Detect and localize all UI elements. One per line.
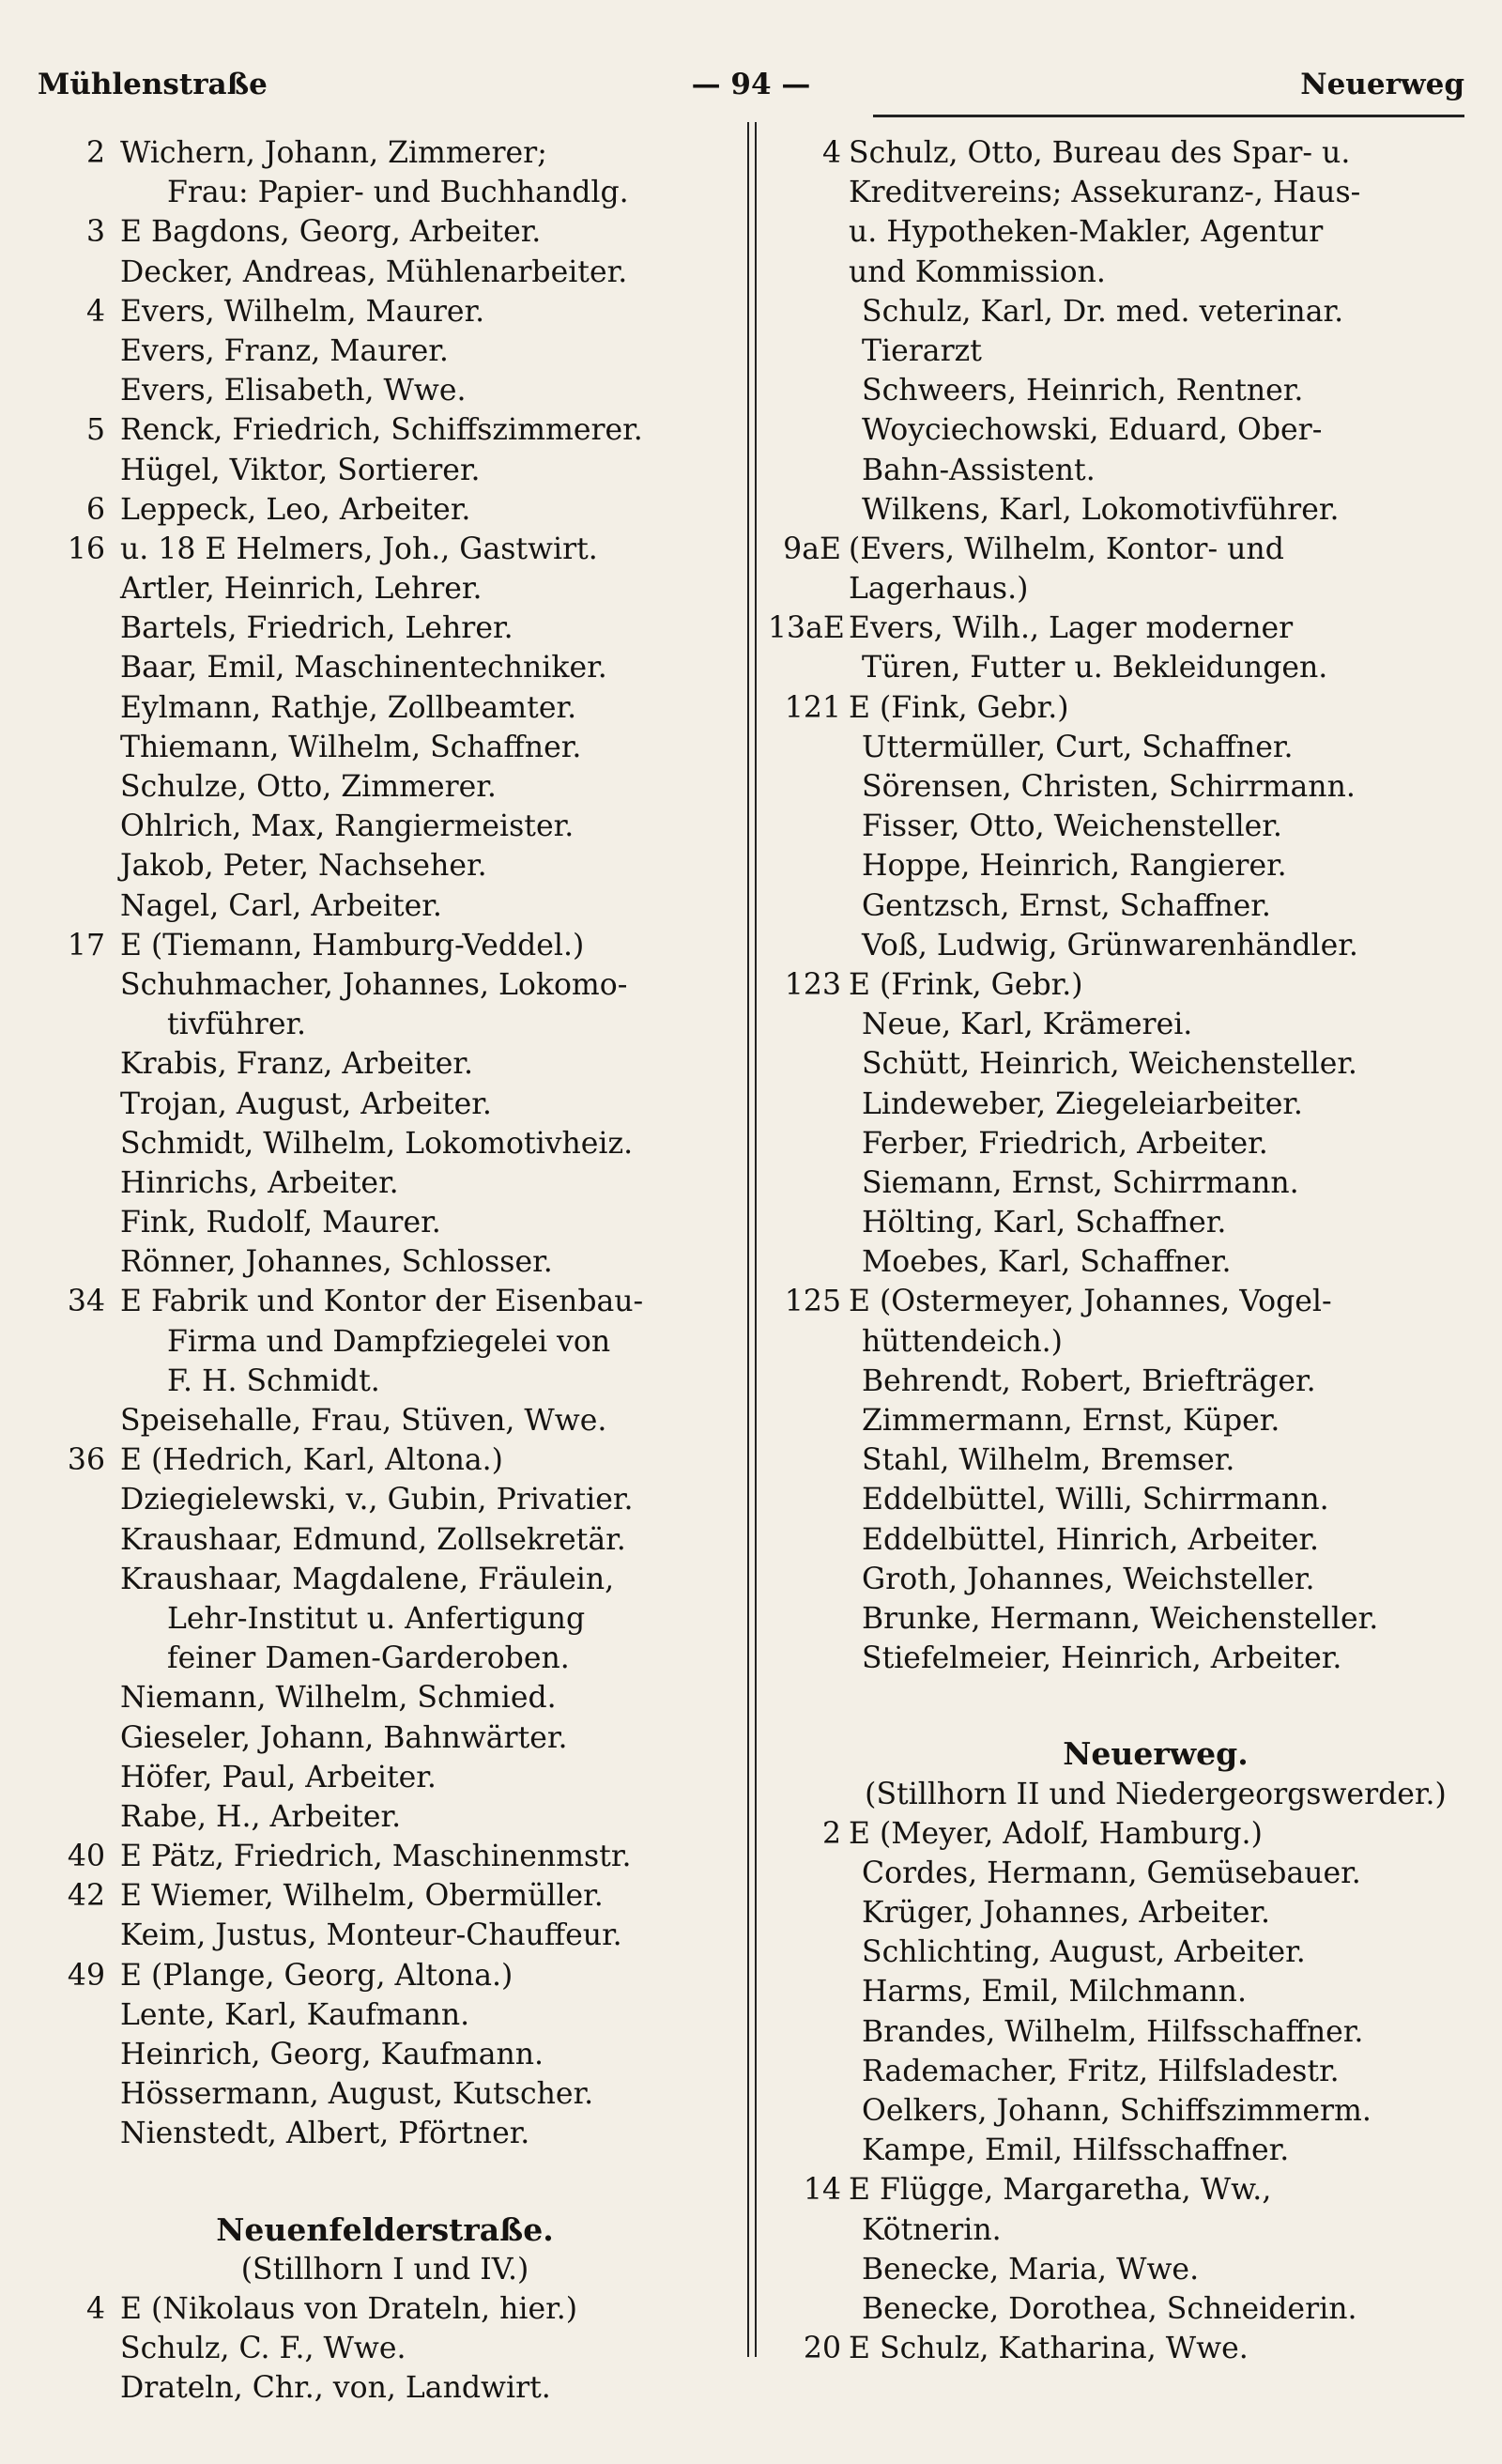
- directory-entry-line: [38, 608, 732, 648]
- entry-text: F. H. Schmidt.: [167, 1363, 380, 1398]
- header-left-street: Mühlenstraße: [38, 68, 268, 101]
- entry-text: Lindeweber, Ziegeleiarbeiter.: [862, 1086, 1303, 1121]
- entry-text: E Flügge, Margaretha, Ww.,: [849, 2173, 1272, 2208]
- entry-text: hüttendeich.): [862, 1324, 1063, 1359]
- entry-text: u. Hypotheken-Makler, Agentur: [849, 215, 1324, 250]
- directory-entry-line: [768, 767, 1463, 807]
- entry-text: E (Plange, Georg, Altona.): [120, 1958, 513, 1993]
- entry-text: Siemann, Ernst, Schirrmann.: [862, 1165, 1299, 1200]
- directory-entry-line: [38, 1322, 732, 1362]
- entry-text: Kraushaar, Edmund, Zollsekretär.: [120, 1522, 626, 1557]
- entry-text: Gieseler, Johann, Bahnwärter.: [120, 1720, 568, 1755]
- directory-entry-line: [38, 2368, 732, 2408]
- spacer: [38, 2154, 732, 2210]
- entry-text: Moebes, Karl, Schaffner.: [862, 1245, 1232, 1280]
- directory-entry-line: [38, 1044, 732, 1084]
- entry-text: Wichern, Johann, Zimmerer;: [120, 136, 547, 170]
- directory-entry-line: [768, 1560, 1463, 1599]
- directory-entry-line: [768, 410, 1463, 450]
- entry-text: Kampe, Emil, Hilfsschaffner.: [862, 2133, 1290, 2168]
- page-number: — 94 —: [691, 68, 811, 101]
- directory-entry-line: [38, 1520, 732, 1560]
- entry-text: Decker, Andreas, Mühlenarbeiter.: [120, 254, 628, 289]
- entry-text: Schweers, Heinrich, Rentner.: [862, 374, 1304, 408]
- directory-entry-line: [768, 2289, 1463, 2329]
- directory-entry-line: [768, 886, 1463, 926]
- directory-entry-line: [768, 133, 1463, 173]
- entry-text: feiner Damen-Garderoben.: [167, 1641, 570, 1676]
- entry-text: tivführer.: [167, 1008, 307, 1042]
- house-number: 49: [67, 1958, 105, 1993]
- entry-text: Nagel, Carl, Arbeiter.: [120, 888, 442, 923]
- entry-text: Ferber, Friedrich, Arbeiter.: [862, 1126, 1268, 1161]
- page-header: [38, 68, 1464, 115]
- entry-text: Schulz, Otto, Bureau des Spar- u.: [849, 136, 1351, 170]
- header-right-street: Neuerweg: [1300, 68, 1464, 101]
- entry-text: Hölting, Karl, Schaffner.: [862, 1206, 1227, 1240]
- directory-entry-line: [38, 1837, 732, 1876]
- directory-entry-line: [768, 1893, 1463, 1933]
- directory-entry-line: [38, 253, 732, 292]
- entry-text: Drateln, Chr., von, Landwirt.: [120, 2371, 551, 2406]
- directory-entry-line: [768, 2210, 1463, 2250]
- directory-entry-line: [38, 1005, 732, 1044]
- house-number: 4: [85, 2291, 105, 2326]
- directory-entry-line: [768, 1282, 1463, 1321]
- entry-text: Leppeck, Leo, Arbeiter.: [120, 492, 471, 527]
- directory-entry-line: [38, 1401, 732, 1440]
- directory-entry-line: [38, 1718, 732, 1758]
- street-subheading: [768, 1775, 1463, 1814]
- entry-text: Lagerhaus.): [849, 572, 1029, 607]
- entry-text: Schulz, C. F., Wwe.: [120, 2332, 406, 2366]
- house-number: 4: [85, 294, 105, 329]
- directory-entry-line: [768, 530, 1463, 569]
- directory-entry-line: [768, 1085, 1463, 1124]
- house-number: 9aE: [783, 531, 841, 566]
- directory-entry-line: [768, 2250, 1463, 2289]
- directory-entry-line: [768, 688, 1463, 728]
- directory-entry-line: [38, 212, 732, 252]
- left-column: [38, 133, 732, 2409]
- entry-text: Schulze, Otto, Zimmerer.: [120, 770, 497, 804]
- directory-entry-line: [38, 1639, 732, 1678]
- entry-text: Stahl, Wilhelm, Bremser.: [862, 1443, 1235, 1478]
- directory-entry-line: [768, 1639, 1463, 1678]
- directory-entry-line: [38, 1560, 732, 1599]
- directory-entry-line: [768, 1044, 1463, 1084]
- directory-entry-line: [38, 2074, 732, 2114]
- directory-entry-line: [38, 1995, 732, 2035]
- directory-entry-line: [768, 1163, 1463, 1203]
- directory-entry-line: [768, 728, 1463, 767]
- header-rule: [873, 115, 1464, 117]
- entry-text: Krabis, Franz, Arbeiter.: [120, 1047, 474, 1082]
- entry-text: Eylmann, Rathje, Zollbeamter.: [120, 690, 577, 725]
- directory-entry-line: [38, 292, 732, 331]
- house-number: 2: [821, 1816, 841, 1851]
- entry-text: Uttermüller, Curt, Schaffner.: [862, 730, 1294, 764]
- spacer: [768, 1678, 1463, 1734]
- entry-text: Schlichting, August, Arbeiter.: [862, 1935, 1306, 1970]
- entry-text: E Fabrik und Kontor der Eisenbau-: [120, 1285, 644, 1319]
- directory-entry-line: [768, 807, 1463, 846]
- directory-entry-line: [768, 926, 1463, 965]
- entry-text: Baar, Emil, Maschinentechniker.: [120, 651, 607, 685]
- directory-entry-line: [768, 608, 1463, 648]
- entry-text: Schmidt, Wilhelm, Lokomotivheiz.: [120, 1126, 634, 1161]
- entry-text: Artler, Heinrich, Lehrer.: [120, 572, 483, 607]
- directory-entry-line: [768, 253, 1463, 292]
- directory-entry-line: [38, 728, 732, 767]
- directory-entry-line: [768, 1972, 1463, 2011]
- entry-text: E (Frink, Gebr.): [849, 967, 1083, 1002]
- house-number: 40: [67, 1840, 105, 1874]
- entry-text: Hössermann, August, Kutscher.: [120, 2077, 594, 2112]
- entry-text: Eddelbüttel, Hinrich, Arbeiter.: [862, 1522, 1320, 1557]
- directory-entry-line: [768, 2329, 1463, 2368]
- street-heading: [768, 1734, 1463, 1774]
- directory-entry-line: [38, 2035, 732, 2074]
- entry-text: E (Fink, Gebr.): [849, 690, 1069, 725]
- entry-text: u. 18 E Helmers, Joh., Gastwirt.: [120, 531, 598, 566]
- entry-text: und Kommission.: [849, 254, 1106, 289]
- entry-text: Benecke, Dorothea, Schneiderin.: [862, 2291, 1357, 2326]
- entry-text: Neuerweg.: [1063, 1735, 1249, 1773]
- entry-text: Firma und Dampfziegelei von: [167, 1324, 611, 1359]
- right-column: [768, 133, 1463, 2368]
- directory-entry-line: [768, 2091, 1463, 2131]
- house-number: 123: [784, 967, 841, 1002]
- directory-entry-line: [768, 212, 1463, 252]
- entry-text: E Schulz, Katharina, Wwe.: [849, 2332, 1249, 2366]
- entry-text: Frau: Papier- und Buchhandlg.: [167, 176, 629, 210]
- entry-text: Rabe, H., Arbeiter.: [120, 1799, 402, 1834]
- street-subheading: [38, 2250, 732, 2289]
- house-number: 125: [784, 1285, 841, 1319]
- entry-text: Kreditvereins; Assekuranz-, Haus-: [849, 176, 1361, 210]
- directory-entry-line: [38, 846, 732, 886]
- directory-entry-line: [768, 173, 1463, 212]
- directory-entry-line: [38, 490, 732, 530]
- house-number: 4: [821, 136, 841, 170]
- directory-entry-line: [38, 1956, 732, 1995]
- directory-entry-line: [768, 1440, 1463, 1480]
- entry-text: Rademacher, Fritz, Hilfsladestr.: [862, 2054, 1340, 2088]
- entry-text: Fisser, Otto, Weichensteller.: [862, 809, 1282, 844]
- directory-entry-line: [38, 451, 732, 490]
- entry-text: Neuenfelderstraße.: [216, 2210, 554, 2248]
- entry-text: E Bagdons, Georg, Arbeiter.: [120, 215, 542, 250]
- entry-text: Cordes, Hermann, Gemüsebauer.: [862, 1856, 1361, 1890]
- directory-entry-line: [38, 410, 732, 450]
- entry-text: Stiefelmeier, Heinrich, Arbeiter.: [862, 1641, 1342, 1676]
- entry-text: Hügel, Viktor, Sortierer.: [120, 453, 481, 487]
- directory-entry-line: [38, 133, 732, 173]
- entry-text: Türen, Futter u. Bekleidungen.: [862, 651, 1328, 685]
- directory-entry-line: [38, 530, 732, 569]
- entry-text: Groth, Johannes, Weichsteller.: [862, 1562, 1315, 1596]
- directory-entry-line: [38, 331, 732, 371]
- directory-entry-line: [38, 173, 732, 212]
- entry-text: Evers, Elisabeth, Wwe.: [120, 374, 467, 408]
- directory-entry-line: [768, 292, 1463, 331]
- directory-entry-line: [768, 2170, 1463, 2210]
- directory-entry-line: [768, 569, 1463, 608]
- entry-text: E (Hedrich, Karl, Altona.): [120, 1443, 503, 1478]
- entry-text: Sörensen, Christen, Schirrmann.: [862, 770, 1356, 804]
- directory-entry-line: [38, 2114, 732, 2153]
- directory-entry-line: [38, 371, 732, 410]
- house-number: 121: [784, 690, 841, 725]
- directory-entry-line: [768, 2052, 1463, 2091]
- entry-text: Thiemann, Wilhelm, Schaffner.: [120, 730, 582, 764]
- directory-entry-line: [38, 688, 732, 728]
- house-number: 16: [67, 531, 105, 566]
- directory-entry-line: [768, 1933, 1463, 1972]
- house-number: 13aE: [768, 611, 845, 646]
- house-number: 2: [85, 136, 105, 170]
- directory-entry-line: [38, 1203, 732, 1242]
- entry-text: Lehr-Institut u. Anfertigung: [167, 1601, 586, 1636]
- directory-entry-line: [38, 1085, 732, 1124]
- entry-text: Trojan, August, Arbeiter.: [120, 1086, 492, 1121]
- entry-text: Keim, Justus, Monteur-Chauffeur.: [120, 1918, 622, 1953]
- directory-entry-line: [38, 2329, 732, 2368]
- directory-entry-line: [38, 1599, 732, 1639]
- entry-text: Bartels, Friedrich, Lehrer.: [120, 611, 513, 646]
- entry-text: Benecke, Maria, Wwe.: [862, 2252, 1200, 2287]
- directory-entry-line: [768, 846, 1463, 886]
- entry-text: Harms, Emil, Milchmann.: [862, 1975, 1247, 2010]
- directory-entry-line: [38, 648, 732, 687]
- directory-entry-line: [768, 1520, 1463, 1560]
- directory-entry-line: [768, 1362, 1463, 1401]
- directory-entry-line: [768, 371, 1463, 410]
- house-number: 14: [803, 2173, 841, 2208]
- directory-entry-line: [38, 2289, 732, 2329]
- entry-text: Lente, Karl, Kaufmann.: [120, 1997, 470, 2032]
- entry-text: Oelkers, Johann, Schiffszimmerm.: [862, 2094, 1372, 2128]
- directory-entry-line: [768, 2012, 1463, 2052]
- entry-text: Schütt, Heinrich, Weichensteller.: [862, 1047, 1357, 1082]
- entry-text: Jakob, Peter, Nachseher.: [120, 849, 487, 884]
- directory-entry-line: [38, 569, 732, 608]
- entry-text: E Pätz, Friedrich, Maschinenmstr.: [120, 1840, 632, 1874]
- directory-entry-line: [38, 1480, 732, 1519]
- street-heading: [38, 2210, 732, 2250]
- directory-entry-line: [38, 926, 732, 965]
- entry-text: Evers, Franz, Maurer.: [120, 333, 449, 368]
- entry-text: Zimmermann, Ernst, Küper.: [862, 1404, 1280, 1438]
- entry-text: Krüger, Johannes, Arbeiter.: [862, 1896, 1270, 1931]
- house-number: 34: [67, 1285, 105, 1319]
- directory-entry-line: [768, 1322, 1463, 1362]
- entry-text: Schulz, Karl, Dr. med. veterinar.: [862, 294, 1344, 329]
- directory-entry-line: [38, 767, 732, 807]
- directory-entry-line: [768, 1480, 1463, 1519]
- directory-entry-line: [768, 1124, 1463, 1163]
- directory-entry-line: [38, 1163, 732, 1203]
- directory-entry-line: [38, 1440, 732, 1480]
- entry-text: Fink, Rudolf, Maurer.: [120, 1206, 441, 1240]
- directory-entry-line: [768, 451, 1463, 490]
- house-number: 20: [803, 2332, 841, 2366]
- entry-text: E Wiemer, Wilhelm, Obermüller.: [120, 1879, 604, 1914]
- directory-entry-line: [38, 886, 732, 926]
- entry-text: Wilkens, Karl, Lokomotivführer.: [862, 492, 1340, 527]
- entry-text: Evers, Wilhelm, Maurer.: [120, 294, 485, 329]
- house-number: 42: [67, 1879, 105, 1914]
- directory-entry-line: [38, 1242, 732, 1282]
- entry-text: Dziegielewski, v., Gubin, Privatier.: [120, 1483, 634, 1517]
- directory-entry-line: [38, 1124, 732, 1163]
- entry-text: Renck, Friedrich, Schiffszimmerer.: [120, 413, 643, 448]
- directory-entry-line: [768, 1203, 1463, 1242]
- directory-entry-line: [38, 1797, 732, 1837]
- house-number: 6: [85, 492, 105, 527]
- directory-entry-line: [768, 1599, 1463, 1639]
- entry-text: Evers, Wilh., Lager moderner: [849, 611, 1294, 646]
- entry-text: E (Ostermeyer, Johannes, Vogel-: [849, 1285, 1332, 1319]
- entry-text: Eddelbüttel, Willi, Schirrmann.: [862, 1483, 1329, 1517]
- entry-text: E (Nikolaus von Drateln, hier.): [120, 2291, 578, 2326]
- entry-text: Brunke, Hermann, Weichensteller.: [862, 1601, 1379, 1636]
- entry-text: Rönner, Johannes, Schlosser.: [120, 1245, 553, 1280]
- entry-text: E (Meyer, Adolf, Hamburg.): [849, 1816, 1263, 1851]
- column-divider: [747, 122, 757, 2357]
- entry-text: Kötnerin.: [862, 2212, 1002, 2247]
- entry-text: Speisehalle, Frau, Stüven, Wwe.: [120, 1404, 607, 1438]
- entry-text: Behrendt, Robert, Briefträger.: [862, 1363, 1316, 1398]
- entry-text: (Evers, Wilhelm, Kontor- und: [849, 531, 1284, 566]
- directory-entry-line: [38, 1916, 732, 1955]
- directory-entry-line: [768, 331, 1463, 371]
- directory-entry-line: [768, 965, 1463, 1005]
- directory-entry-line: [38, 965, 732, 1005]
- directory-entry-line: [768, 1814, 1463, 1854]
- entry-text: Voß, Ludwig, Grünwarenhändler.: [862, 928, 1358, 962]
- directory-entry-line: [768, 1854, 1463, 1893]
- entry-text: Gentzsch, Ernst, Schaffner.: [862, 888, 1271, 923]
- house-number: 17: [67, 928, 105, 962]
- entry-text: Niemann, Wilhelm, Schmied.: [120, 1681, 557, 1716]
- entry-text: Hoppe, Heinrich, Rangierer.: [862, 849, 1287, 884]
- entry-text: Hinrichs, Arbeiter.: [120, 1165, 399, 1200]
- directory-entry-line: [38, 1282, 732, 1321]
- entry-text: Schuhmacher, Johannes, Lokomo-: [120, 967, 628, 1002]
- directory-entry-line: [38, 1678, 732, 1717]
- directory-entry-line: [768, 1005, 1463, 1044]
- entry-text: Woyciechowski, Eduard, Ober-: [862, 413, 1323, 448]
- entry-text: Neue, Karl, Krämerei.: [862, 1008, 1193, 1042]
- directory-entry-line: [38, 1362, 732, 1401]
- directory-entry-line: [38, 807, 732, 846]
- entry-text: Tierarzt: [862, 333, 982, 368]
- directory-entry-line: [38, 1758, 732, 1797]
- house-number: 36: [67, 1443, 105, 1478]
- directory-entry-line: [768, 2131, 1463, 2170]
- entry-text: Heinrich, Georg, Kaufmann.: [120, 2038, 544, 2071]
- entry-text: Kraushaar, Magdalene, Fräulein,: [120, 1562, 615, 1596]
- directory-entry-line: [38, 1876, 732, 1916]
- house-number: 5: [85, 413, 105, 448]
- entry-text: Höfer, Paul, Arbeiter.: [120, 1760, 437, 1794]
- directory-entry-line: [768, 1401, 1463, 1440]
- entry-text: Ohlrich, Max, Rangiermeister.: [120, 809, 575, 844]
- entry-text: (Stillhorn II und Niedergeorgswerder.): [865, 1777, 1447, 1811]
- directory-entry-line: [768, 648, 1463, 687]
- house-number: 3: [85, 215, 105, 250]
- directory-entry-line: [768, 490, 1463, 530]
- directory-entry-line: [768, 1242, 1463, 1282]
- entry-text: Nienstedt, Albert, Pförtner.: [120, 2117, 530, 2151]
- entry-text: (Stillhorn I und IV.): [240, 2252, 529, 2287]
- entry-text: Bahn-Assistent.: [862, 453, 1096, 487]
- entry-text: Brandes, Wilhelm, Hilfsschaffner.: [862, 2014, 1364, 2049]
- entry-text: E (Tiemann, Hamburg-Veddel.): [120, 928, 585, 962]
